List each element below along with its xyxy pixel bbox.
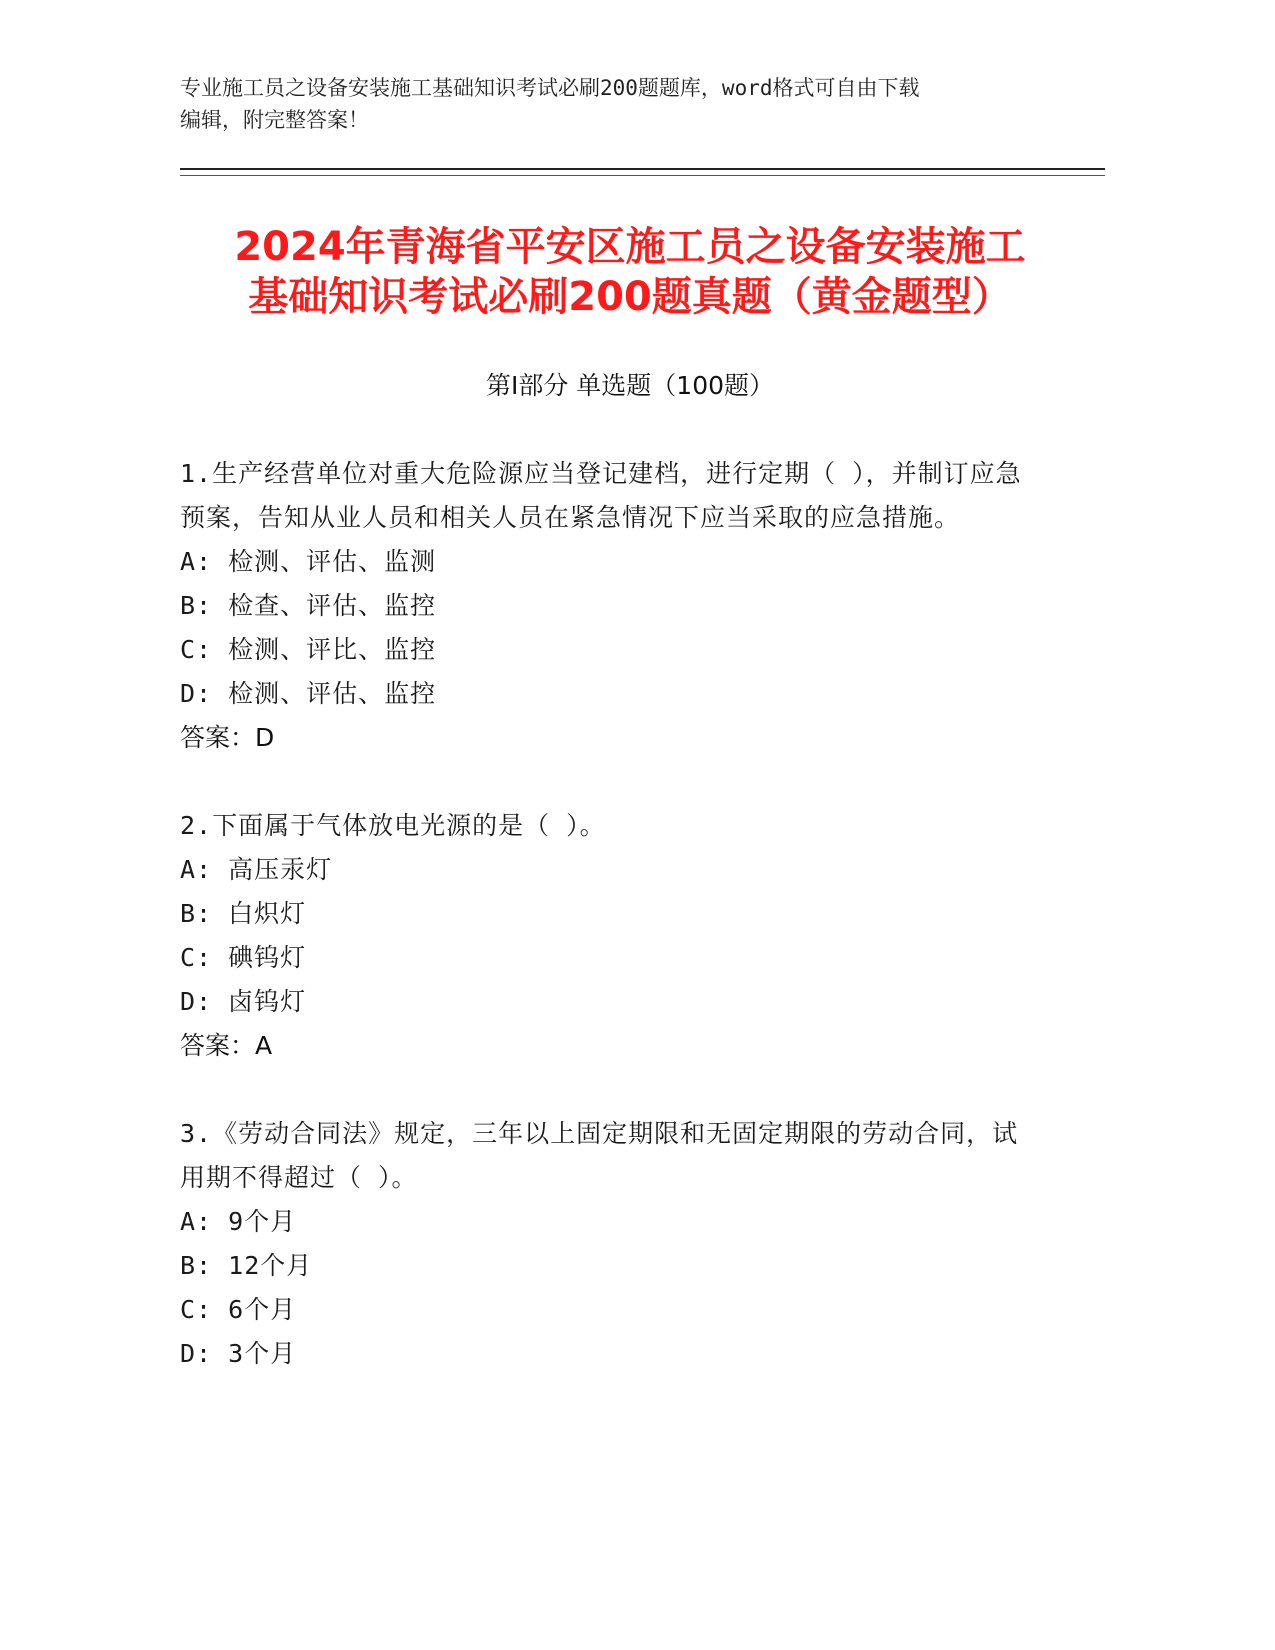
option-a: A: 检测、评估、监测: [180, 547, 437, 576]
header-note: [180, 72, 1040, 136]
option-c: C: 碘钨灯: [180, 943, 307, 972]
option-c: C: 6个月: [180, 1295, 297, 1324]
question-item: [180, 452, 1040, 760]
option-b: B: 白炽灯: [180, 899, 307, 928]
option-b: B: 检查、评估、监控: [180, 591, 437, 620]
header-note-line-1: 专业施工员之设备安装施工基础知识考试必刷200题题库，word格式可自由下载: [180, 76, 920, 100]
question-item: [180, 804, 1040, 1068]
answer-line: 答案：D: [180, 723, 275, 752]
option-a: A: 9个月: [180, 1207, 297, 1236]
header-note-line-2: 编辑，附完整答案！: [180, 108, 369, 132]
answer-line: 答案：A: [180, 1031, 273, 1060]
option-d: D: 检测、评估、监控: [180, 679, 437, 708]
option-c: C: 检测、评比、监控: [180, 635, 437, 664]
header-divider-thin: [180, 175, 1105, 176]
document-title-line-2: 基础知识考试必刷200题真题（黄金题型）: [248, 274, 1012, 320]
question-item: [180, 1112, 1040, 1376]
option-list: [180, 848, 1040, 1024]
document-title: [180, 222, 1080, 322]
option-a: A: 高压汞灯: [180, 855, 333, 884]
question-stem: 2.下面属于气体放电光源的是（ ）。: [180, 811, 606, 840]
option-list: [180, 540, 1040, 716]
option-b: B: 12个月: [180, 1251, 313, 1280]
question-stem: 3.《劳动合同法》规定，三年以上固定期限和无固定期限的劳动合同，试用期不得超过（ ）。: [180, 1119, 1019, 1192]
option-d: D: 卤钨灯: [180, 987, 307, 1016]
header-divider-thick: [180, 168, 1105, 170]
document-title-line-1: 2024年青海省平安区施工员之设备安装施工: [234, 224, 1026, 270]
section-title: 第Ⅰ部分 单选题（100题）: [485, 371, 775, 400]
question-stem: 1.生产经营单位对重大危险源应当登记建档，进行定期（ ），并制订应急预案，告知从业人员和相关人员在紧急情况下应当采取的应急措施。: [180, 459, 1022, 532]
option-d: D: 3个月: [180, 1339, 297, 1368]
option-list: [180, 1200, 1040, 1376]
question-list: [180, 452, 1040, 1420]
